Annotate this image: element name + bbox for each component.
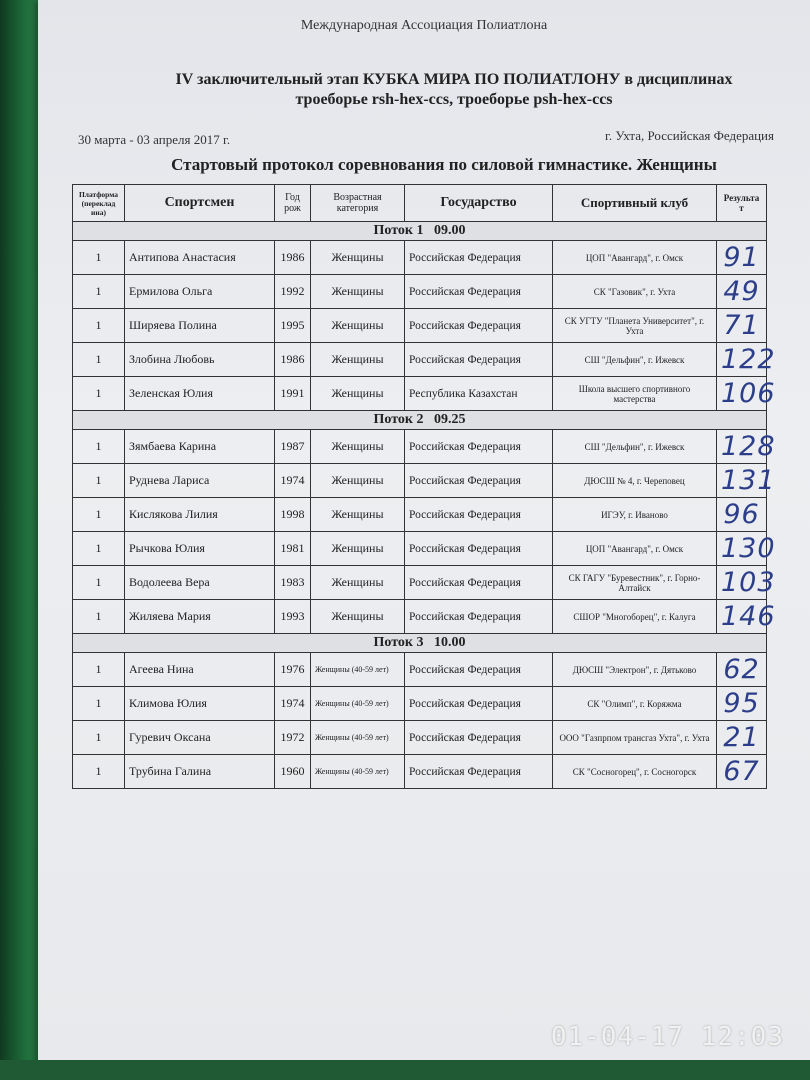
table-row <box>73 464 767 498</box>
club-cell: СШОР "Многоборец", г. Калуга <box>553 600 717 634</box>
table-row <box>73 275 767 309</box>
club-cell: ДЮСШ № 4, г. Череповец <box>553 464 717 498</box>
birth-year-cell: 1993 <box>275 600 311 634</box>
platform-cell: 1 <box>73 275 125 309</box>
athlete-name-cell: Антипова Анастасия <box>125 241 275 275</box>
birth-year-cell: 1991 <box>275 377 311 411</box>
country-cell: Российская Федерация <box>405 464 553 498</box>
platform-cell: 1 <box>73 464 125 498</box>
country-cell: Российская Федерация <box>405 343 553 377</box>
result-cell: 91 <box>717 241 767 275</box>
association-name: Международная Ассоциация Полиатлона <box>300 18 548 33</box>
col-header-club: Спортивный клуб <box>553 185 717 222</box>
table-row <box>73 309 767 343</box>
age-category-cell: Женщины <box>311 241 405 275</box>
birth-year-cell: 1986 <box>275 241 311 275</box>
platform-cell: 1 <box>73 309 125 343</box>
protocol-title: Стартовый протокол соревнования по силовой гимнастике. Женщины <box>171 155 717 174</box>
athlete-name-cell: Ширяева Полина <box>125 309 275 343</box>
table-row <box>73 755 767 789</box>
result-cell: 106 <box>717 377 767 411</box>
result-cell: 71 <box>717 309 767 343</box>
birth-year-cell: 1998 <box>275 498 311 532</box>
table-row <box>73 430 767 464</box>
club-cell: ООО "Газпрпом трансгаз Ухта", г. Ухта <box>553 721 717 755</box>
table-row <box>73 498 767 532</box>
platform-cell: 1 <box>73 430 125 464</box>
club-cell: ЦОП "Авангард", г. Омск <box>553 532 717 566</box>
country-cell: Российская Федерация <box>405 532 553 566</box>
athlete-name-cell: Агеева Нина <box>125 653 275 687</box>
event-title <box>108 70 800 110</box>
result-cell: 122 <box>717 343 767 377</box>
age-category-cell: Женщины <box>311 532 405 566</box>
birth-year-cell: 1986 <box>275 343 311 377</box>
age-category-cell: Женщины (40-59 лет) <box>311 687 405 721</box>
col-header-age-category: Возрастная категория <box>311 185 405 222</box>
platform-cell: 1 <box>73 600 125 634</box>
country-cell: Российская Федерация <box>405 653 553 687</box>
table-row <box>73 377 767 411</box>
table-row <box>73 653 767 687</box>
result-cell: 67 <box>717 755 767 789</box>
age-category-cell: Женщины <box>311 377 405 411</box>
country-cell: Российская Федерация <box>405 687 553 721</box>
result-cell: 21 <box>717 721 767 755</box>
col-header-country: Государство <box>405 185 553 222</box>
club-cell: СК ГАГУ "Буревестник", г. Горно-Алтайск <box>553 566 717 600</box>
age-category-cell: Женщины (40-59 лет) <box>311 653 405 687</box>
table-body <box>73 222 776 789</box>
athlete-name-cell: Жиляева Мария <box>125 600 275 634</box>
table-row <box>73 687 767 721</box>
athlete-name-cell: Водолеева Вера <box>125 566 275 600</box>
result-cell: 49 <box>717 275 767 309</box>
event-title-line-2: троеборье rsh-hex-ccs, троеборье psh-hex-ccs <box>295 91 613 108</box>
birth-year-cell: 1960 <box>275 755 311 789</box>
result-cell: 62 <box>717 653 767 687</box>
age-category-cell: Женщины (40-59 лет) <box>311 721 405 755</box>
table-row <box>73 721 767 755</box>
club-cell: СК "Олимп", г. Коряжма <box>553 687 717 721</box>
platform-cell: 1 <box>73 653 125 687</box>
age-category-cell: Женщины (40-59 лет) <box>311 755 405 789</box>
event-place: г. Ухта, Российская Федерация <box>604 128 774 143</box>
country-cell: Российская Федерация <box>405 241 553 275</box>
club-cell: СШ "Дельфин", г. Ижевск <box>553 430 717 464</box>
result-cell: 103 <box>717 566 767 600</box>
platform-cell: 1 <box>73 498 125 532</box>
club-cell: СК "Сосногорец", г. Сосногорск <box>553 755 717 789</box>
country-cell: Российская Федерация <box>405 430 553 464</box>
birth-year-cell: 1972 <box>275 721 311 755</box>
athlete-name-cell: Руднева Лариса <box>125 464 275 498</box>
club-cell: СШ "Дельфин", г. Ижевск <box>553 343 717 377</box>
result-cell: 146 <box>717 600 767 634</box>
table-row <box>73 566 767 600</box>
flow-label: Поток 1 09.00 <box>73 222 767 241</box>
platform-cell: 1 <box>73 566 125 600</box>
platform-cell: 1 <box>73 377 125 411</box>
col-header-result: Результа т <box>717 185 767 222</box>
club-cell: Школа высшего спортивного мастерства <box>553 377 717 411</box>
athlete-name-cell: Ермилова Ольга <box>125 275 275 309</box>
flow-label: Поток 3 10.00 <box>73 634 767 653</box>
birth-year-cell: 1987 <box>275 430 311 464</box>
birth-year-cell: 1981 <box>275 532 311 566</box>
country-cell: Российская Федерация <box>405 498 553 532</box>
table-row <box>73 241 767 275</box>
result-cell: 96 <box>717 498 767 532</box>
athlete-name-cell: Трубина Галина <box>125 755 275 789</box>
flow-header-row <box>73 222 767 241</box>
platform-cell: 1 <box>73 687 125 721</box>
flow-header-row <box>73 411 767 430</box>
country-cell: Российская Федерация <box>405 566 553 600</box>
club-cell: СК УГТУ "Планета Университет", г. Ухта <box>553 309 717 343</box>
table-row <box>73 600 767 634</box>
age-category-cell: Женщины <box>311 498 405 532</box>
result-cell: 130 <box>717 532 767 566</box>
result-cell: 128 <box>717 430 767 464</box>
result-cell: 95 <box>717 687 767 721</box>
athlete-name-cell: Климова Юлия <box>125 687 275 721</box>
athlete-name-cell: Зямбаева Карина <box>125 430 275 464</box>
table-row <box>73 343 767 377</box>
country-cell: Российская Федерация <box>405 309 553 343</box>
green-board-bottom-edge <box>0 1060 810 1080</box>
col-header-platform: Платформа (переклад ина) <box>73 185 125 222</box>
age-category-cell: Женщины <box>311 275 405 309</box>
platform-cell: 1 <box>73 755 125 789</box>
athlete-name-cell: Гуревич Оксана <box>125 721 275 755</box>
club-cell: СК "Газовик", г. Ухта <box>553 275 717 309</box>
country-cell: Российская Федерация <box>405 721 553 755</box>
birth-year-cell: 1974 <box>275 687 311 721</box>
age-category-cell: Женщины <box>311 464 405 498</box>
age-category-cell: Женщины <box>311 430 405 464</box>
age-category-cell: Женщины <box>311 566 405 600</box>
birth-year-cell: 1983 <box>275 566 311 600</box>
photo-timestamp: 01-04-17 12:03 <box>550 1022 784 1052</box>
athlete-name-cell: Злобина Любовь <box>125 343 275 377</box>
flow-label: Поток 2 09.25 <box>73 411 767 430</box>
age-category-cell: Женщины <box>311 309 405 343</box>
start-list-table <box>72 184 776 789</box>
birth-year-cell: 1974 <box>275 464 311 498</box>
flow-header-row <box>73 634 767 653</box>
event-dates: 30 марта - 03 апреля 2017 г. <box>78 132 231 147</box>
country-cell: Российская Федерация <box>405 600 553 634</box>
country-cell: Российская Федерация <box>405 755 553 789</box>
table-header-row <box>73 185 767 222</box>
athlete-name-cell: Рычкова Юлия <box>125 532 275 566</box>
col-header-year: Год рож <box>275 185 311 222</box>
table-row <box>73 532 767 566</box>
platform-cell: 1 <box>73 721 125 755</box>
platform-cell: 1 <box>73 343 125 377</box>
athlete-name-cell: Зеленская Юлия <box>125 377 275 411</box>
birth-year-cell: 1992 <box>275 275 311 309</box>
birth-year-cell: 1995 <box>275 309 311 343</box>
result-cell: 131 <box>717 464 767 498</box>
platform-cell: 1 <box>73 532 125 566</box>
green-board-left-edge <box>0 0 40 1080</box>
country-cell: Республика Казахстан <box>405 377 553 411</box>
platform-cell: 1 <box>73 241 125 275</box>
age-category-cell: Женщины <box>311 343 405 377</box>
club-cell: ЦОП "Авангард", г. Омск <box>553 241 717 275</box>
club-cell: ИГЭУ, г. Иваново <box>553 498 717 532</box>
age-category-cell: Женщины <box>311 600 405 634</box>
event-title-line-1: IV заключительный этап КУБКА МИРА ПО ПОЛИАТЛОНУ в дисциплинах <box>175 71 733 88</box>
club-cell: ДЮСШ "Электрон", г. Дятьково <box>553 653 717 687</box>
col-header-athlete: Спортсмен <box>125 185 275 222</box>
protocol-sheet <box>38 0 810 1065</box>
birth-year-cell: 1976 <box>275 653 311 687</box>
athlete-name-cell: Кислякова Лилия <box>125 498 275 532</box>
country-cell: Российская Федерация <box>405 275 553 309</box>
